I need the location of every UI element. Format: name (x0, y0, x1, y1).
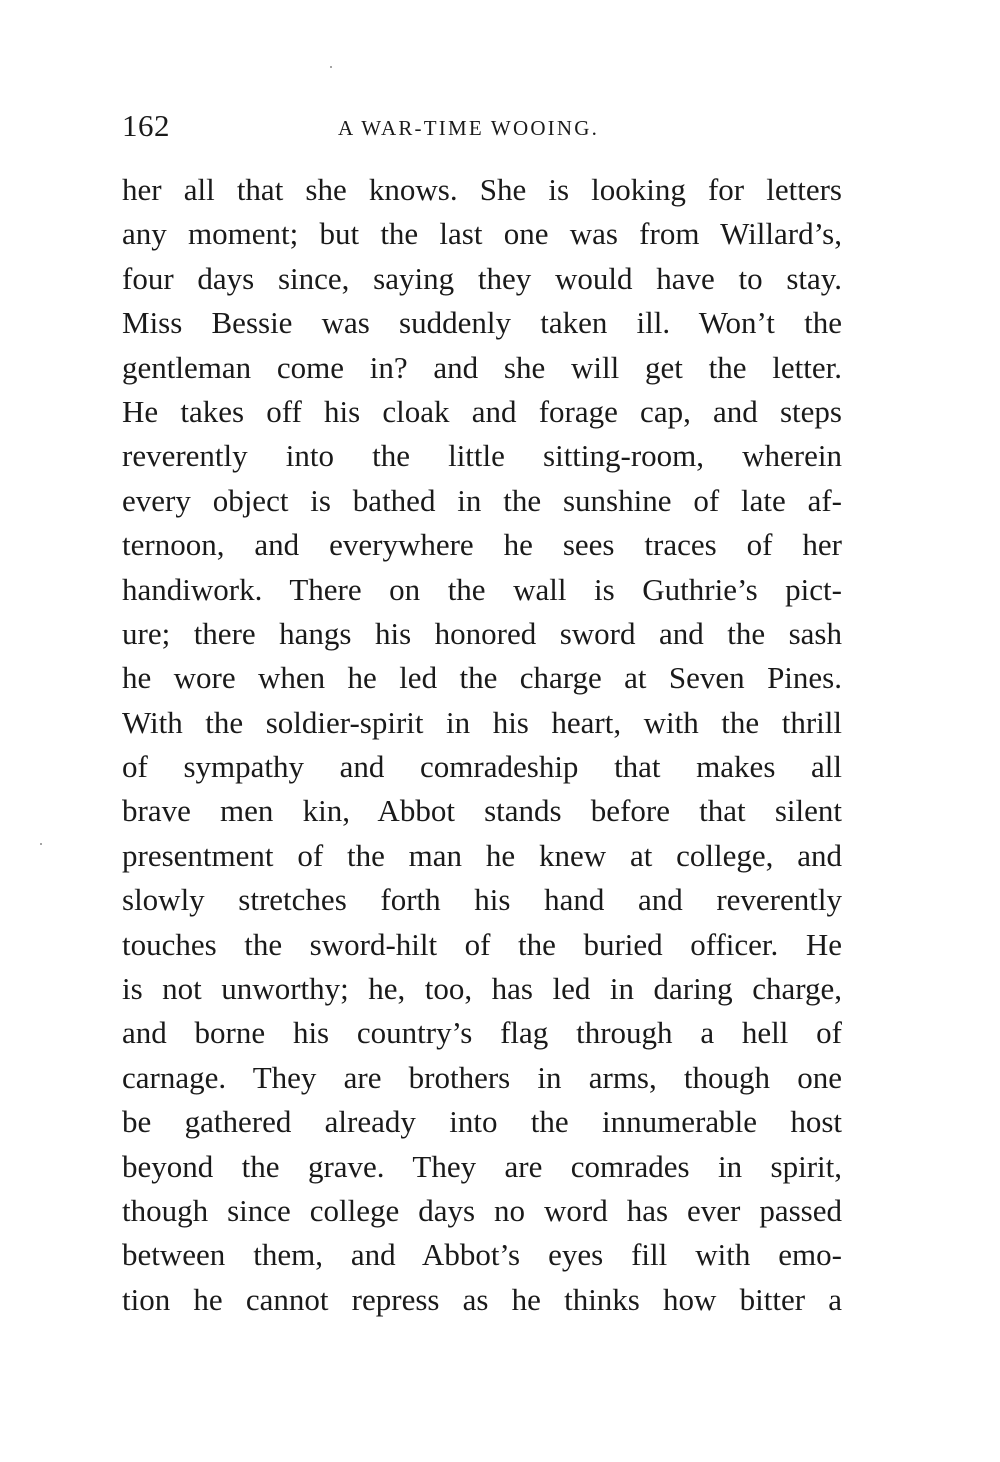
text-line: ternoon, and everywhere he sees traces of her (122, 527, 842, 563)
paper-speck (330, 66, 332, 68)
running-title: A WAR-TIME WOOING. (338, 116, 600, 140)
text-line: her all that she knows. She is looking for letters (122, 172, 842, 207)
text-line: beyond the grave. They are comrades in spirit, (122, 1148, 842, 1184)
text-line: he wore when he led the charge at Seven Pines. (122, 660, 842, 696)
paper-speck (40, 843, 42, 845)
text-line: touches the sword-hilt of the buried officer. He (122, 926, 842, 962)
text-line: ure; there hangs his honored sword and the sash (122, 615, 842, 651)
text-line: carnage. They are brothers in arms, though one (122, 1059, 842, 1095)
text-line: Miss Bessie was suddenly taken ill. Won’t the (122, 305, 842, 341)
text-line: gentleman come in? and she will get the letter. (122, 349, 842, 385)
text-line: slowly stretches forth his hand and reverently (122, 882, 842, 918)
text-line: four days since, saying they would have to stay. (122, 260, 842, 296)
text-line: between them, and Abbot’s eyes fill with emo- (122, 1237, 842, 1273)
text-line: though since college days no word has ever passed (122, 1192, 842, 1228)
text-line: be gathered already into the innumerable host (122, 1104, 842, 1140)
text-line: He takes off his cloak and forage cap, and steps (122, 393, 842, 429)
body-text (122, 168, 842, 1322)
text-line: of sympathy and comradeship that makes all (122, 749, 842, 785)
page-header (122, 104, 842, 148)
text-line: presentment of the man he knew at college, and (122, 837, 842, 873)
text-line: tion he cannot repress as he thinks how bitter a (122, 1281, 842, 1317)
text-line: any moment; but the last one was from Willard’s, (122, 216, 842, 252)
text-line: reverently into the little sitting-room, wherein (122, 438, 842, 474)
page-number: 162 (122, 108, 170, 143)
text-line: With the soldier-spirit in his heart, with the thrill (122, 704, 842, 740)
text-line: every object is bathed in the sunshine of late af- (122, 482, 842, 518)
text-line: handiwork. There on the wall is Guthrie’s pict- (122, 571, 842, 607)
text-line: and borne his country’s flag through a hell of (122, 1015, 842, 1051)
text-line: is not unworthy; he, too, has led in daring charge, (122, 971, 842, 1007)
text-line: brave men kin, Abbot stands before that silent (122, 793, 842, 829)
